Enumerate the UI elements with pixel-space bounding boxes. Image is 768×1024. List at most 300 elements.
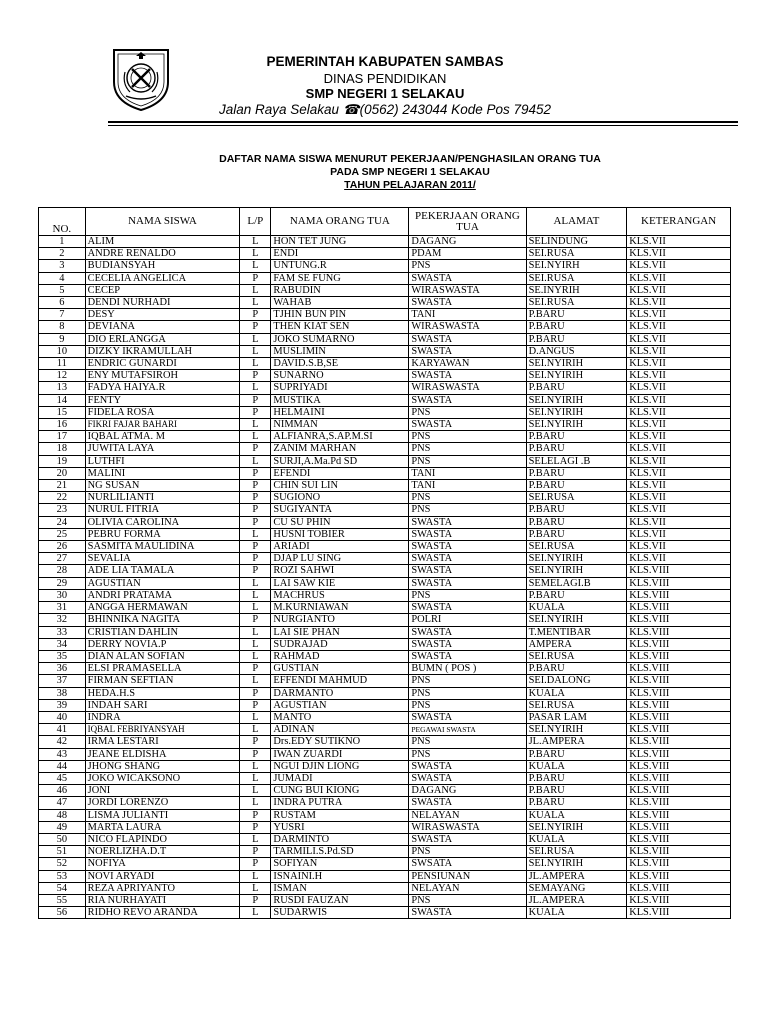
cell-student-name: IRMA LESTARI — [85, 736, 240, 748]
cell-address: D.ANGUS — [526, 345, 627, 357]
cell-parent-name: JOKO SUMARNO — [271, 333, 409, 345]
cell-gender: L — [240, 675, 271, 687]
cell-remarks: KLS.VII — [627, 345, 731, 357]
cell-gender: L — [240, 785, 271, 797]
cell-parent-name: SUNARNO — [271, 370, 409, 382]
cell-student-name: NICO FLAPINDO — [85, 833, 240, 845]
cell-remarks: KLS.VII — [627, 321, 731, 333]
table-row — [39, 394, 731, 406]
cell-student-name: ELSI PRAMASELLA — [85, 663, 240, 675]
cell-address: KUALA — [526, 833, 627, 845]
table-row — [39, 431, 731, 443]
header-gender: L/P — [240, 208, 271, 236]
cell-no: 32 — [39, 614, 86, 626]
cell-student-name: ENDRIC GUNARDI — [85, 358, 240, 370]
cell-gender: P — [240, 516, 271, 528]
table-row — [39, 785, 731, 797]
cell-parent-name: GUSTIAN — [271, 663, 409, 675]
cell-parent-occupation: POLRI — [409, 614, 526, 626]
cell-remarks: KLS.VII — [627, 419, 731, 431]
cell-gender: L — [240, 260, 271, 272]
table-row — [39, 602, 731, 614]
cell-parent-name: Drs.EDY SUTIKNO — [271, 736, 409, 748]
cell-address: P.BARU — [526, 748, 627, 760]
table-row — [39, 443, 731, 455]
table-row — [39, 528, 731, 540]
cell-gender: P — [240, 687, 271, 699]
cell-parent-name: MACHRUS — [271, 589, 409, 601]
cell-student-name: NOFIYA — [85, 858, 240, 870]
cell-student-name: DENDI NURHADI — [85, 297, 240, 309]
cell-student-name: RIDHO REVO ARANDA — [85, 907, 240, 919]
cell-parent-occupation: SWASTA — [409, 907, 526, 919]
cell-parent-name: DJAP LU SING — [271, 553, 409, 565]
cell-student-name: DIZKY IKRAMULLAH — [85, 345, 240, 357]
table-row — [39, 248, 731, 260]
cell-parent-occupation: PNS — [409, 406, 526, 418]
cell-parent-name: SUGIYANTA — [271, 504, 409, 516]
cell-parent-occupation: PNS — [409, 504, 526, 516]
cell-address: SEI.RUSA — [526, 650, 627, 662]
cell-parent-occupation: PEGAWAI SWASTA — [409, 724, 526, 736]
cell-remarks: KLS.VII — [627, 528, 731, 540]
cell-parent-name: DARMINTO — [271, 833, 409, 845]
table-row — [39, 614, 731, 626]
cell-student-name: MARTA LAURA — [85, 821, 240, 833]
cell-student-name: NOERLIZHA.D.T — [85, 846, 240, 858]
cell-parent-occupation: SWASTA — [409, 650, 526, 662]
cell-address: SEI.NYIRIH — [526, 553, 627, 565]
cell-gender: P — [240, 809, 271, 821]
cell-parent-name: RABUDIN — [271, 284, 409, 296]
cell-gender: L — [240, 797, 271, 809]
cell-parent-occupation: PNS — [409, 260, 526, 272]
table-row — [39, 760, 731, 772]
cell-parent-occupation: PNS — [409, 687, 526, 699]
cell-parent-occupation: PNS — [409, 846, 526, 858]
cell-remarks: KLS.VIII — [627, 602, 731, 614]
cell-parent-name: YUSRI — [271, 821, 409, 833]
header-no: NO. — [39, 208, 86, 236]
cell-address: SELELAGI .B — [526, 455, 627, 467]
cell-gender: L — [240, 382, 271, 394]
table-row — [39, 577, 731, 589]
table-row — [39, 882, 731, 894]
cell-parent-occupation: SWASTA — [409, 553, 526, 565]
cell-parent-name: ENDI — [271, 248, 409, 260]
cell-student-name: REZA APRIYANTO — [85, 882, 240, 894]
table-row — [39, 565, 731, 577]
cell-parent-name: NIMMAN — [271, 419, 409, 431]
table-row — [39, 663, 731, 675]
cell-gender: L — [240, 455, 271, 467]
cell-remarks: KLS.VIII — [627, 736, 731, 748]
cell-gender: L — [240, 626, 271, 638]
cell-student-name: ALIM — [85, 236, 240, 248]
cell-no: 9 — [39, 333, 86, 345]
cell-remarks: KLS.VII — [627, 260, 731, 272]
cell-parent-name: HUSNI TOBIER — [271, 528, 409, 540]
cell-parent-name: SUGIONO — [271, 492, 409, 504]
cell-remarks: KLS.VIII — [627, 907, 731, 919]
cell-no: 31 — [39, 602, 86, 614]
cell-no: 15 — [39, 406, 86, 418]
cell-address: SEI.NYIRIH — [526, 724, 627, 736]
academic-year: TAHUN PELAJARAN 2011/ — [344, 179, 476, 191]
table-row — [39, 455, 731, 467]
table-row — [39, 382, 731, 394]
cell-no: 53 — [39, 870, 86, 882]
cell-parent-name: SUPRIYADI — [271, 382, 409, 394]
cell-address: SEI.RUSA — [526, 541, 627, 553]
cell-address: P.BARU — [526, 663, 627, 675]
cell-address: P.BARU — [526, 333, 627, 345]
cell-no: 36 — [39, 663, 86, 675]
cell-gender: L — [240, 248, 271, 260]
header-student-name: NAMA SISWA — [85, 208, 240, 236]
cell-no: 41 — [39, 724, 86, 736]
cell-no: 39 — [39, 699, 86, 711]
cell-gender: L — [240, 577, 271, 589]
cell-parent-name: THEN KIAT SEN — [271, 321, 409, 333]
table-row — [39, 345, 731, 357]
cell-remarks: KLS.VIII — [627, 785, 731, 797]
cell-gender: L — [240, 284, 271, 296]
cell-parent-occupation: TANI — [409, 480, 526, 492]
cell-no: 45 — [39, 772, 86, 784]
cell-parent-occupation: SWASTA — [409, 760, 526, 772]
cell-parent-occupation: NELAYAN — [409, 882, 526, 894]
cell-parent-name: SUDARWIS — [271, 907, 409, 919]
cell-student-name: AGUSTIAN — [85, 577, 240, 589]
cell-no: 5 — [39, 284, 86, 296]
table-row — [39, 370, 731, 382]
cell-no: 51 — [39, 846, 86, 858]
letterhead-address: Jalan Raya Selakau ☎(0562) 243044 Kode Pos 79452 — [218, 102, 552, 117]
cell-remarks: KLS.VIII — [627, 894, 731, 906]
cell-remarks: KLS.VIII — [627, 638, 731, 650]
table-row — [39, 297, 731, 309]
cell-gender: P — [240, 748, 271, 760]
table-row — [39, 870, 731, 882]
cell-parent-name: FAM SE FUNG — [271, 272, 409, 284]
table-row — [39, 699, 731, 711]
cell-no: 20 — [39, 467, 86, 479]
cell-address: P.BARU — [526, 772, 627, 784]
cell-parent-occupation: WIRASWASTA — [409, 284, 526, 296]
cell-address: KUALA — [526, 809, 627, 821]
cell-remarks: KLS.VIII — [627, 675, 731, 687]
cell-address: P.BARU — [526, 382, 627, 394]
cell-gender: P — [240, 467, 271, 479]
table-row — [39, 480, 731, 492]
cell-remarks: KLS.VIII — [627, 833, 731, 845]
table-row — [39, 772, 731, 784]
cell-gender: L — [240, 907, 271, 919]
cell-remarks: KLS.VII — [627, 431, 731, 443]
table-row — [39, 833, 731, 845]
cell-no: 49 — [39, 821, 86, 833]
cell-parent-occupation: KARYAWAN — [409, 358, 526, 370]
cell-no: 28 — [39, 565, 86, 577]
letterhead-department: DINAS PENDIDIKAN — [323, 71, 447, 86]
cell-student-name: IQBAL ATMA. M — [85, 431, 240, 443]
cell-parent-name: MANTO — [271, 711, 409, 723]
cell-no: 52 — [39, 858, 86, 870]
cell-parent-name: RUSTAM — [271, 809, 409, 821]
cell-no: 40 — [39, 711, 86, 723]
cell-address: SEI.RUSA — [526, 272, 627, 284]
cell-no: 1 — [39, 236, 86, 248]
cell-remarks: KLS.VIII — [627, 626, 731, 638]
cell-address: JL.AMPERA — [526, 870, 627, 882]
cell-parent-occupation: SWASTA — [409, 711, 526, 723]
table-row — [39, 333, 731, 345]
cell-student-name: CRISTIAN DAHLIN — [85, 626, 240, 638]
cell-student-name: JONI — [85, 785, 240, 797]
cell-no: 48 — [39, 809, 86, 821]
cell-parent-name: WAHAB — [271, 297, 409, 309]
cell-address: P.BARU — [526, 528, 627, 540]
cell-remarks: KLS.VIII — [627, 846, 731, 858]
cell-no: 23 — [39, 504, 86, 516]
cell-gender: P — [240, 541, 271, 553]
cell-student-name: FENTY — [85, 394, 240, 406]
cell-student-name: JUWITA LAYA — [85, 443, 240, 455]
cell-gender: P — [240, 663, 271, 675]
cell-address: P.BARU — [526, 797, 627, 809]
cell-remarks: KLS.VIII — [627, 711, 731, 723]
cell-no: 37 — [39, 675, 86, 687]
cell-address: SEMELAGI.B — [526, 577, 627, 589]
cell-student-name: ANDRE RENALDO — [85, 248, 240, 260]
table-row — [39, 858, 731, 870]
letterhead — [0, 0, 768, 125]
cell-parent-occupation: TANI — [409, 309, 526, 321]
cell-student-name: DEVIANA — [85, 321, 240, 333]
cell-remarks: KLS.VIII — [627, 699, 731, 711]
cell-student-name: NOVI ARYADI — [85, 870, 240, 882]
cell-gender: L — [240, 760, 271, 772]
document-title: DAFTAR NAMA SISWA MENURUT PEKERJAAN/PENGHASILAN ORANG TUA — [219, 153, 601, 165]
cell-remarks: KLS.VIII — [627, 724, 731, 736]
cell-no: 35 — [39, 650, 86, 662]
cell-remarks: KLS.VII — [627, 467, 731, 479]
cell-no: 4 — [39, 272, 86, 284]
cell-parent-occupation: SWASTA — [409, 541, 526, 553]
cell-remarks: KLS.VII — [627, 272, 731, 284]
table-row — [39, 724, 731, 736]
cell-parent-name: ADINAN — [271, 724, 409, 736]
cell-address: SEI.DALONG — [526, 675, 627, 687]
cell-remarks: KLS.VIII — [627, 760, 731, 772]
cell-student-name: BHINNIKA NAGITA — [85, 614, 240, 626]
cell-gender: P — [240, 492, 271, 504]
cell-parent-name: MUSTIKA — [271, 394, 409, 406]
cell-student-name: FIDELA ROSA — [85, 406, 240, 418]
cell-remarks: KLS.VIII — [627, 797, 731, 809]
cell-remarks: KLS.VII — [627, 443, 731, 455]
cell-gender: P — [240, 394, 271, 406]
cell-remarks: KLS.VIII — [627, 663, 731, 675]
cell-parent-occupation: DAGANG — [409, 785, 526, 797]
cell-remarks: KLS.VII — [627, 394, 731, 406]
cell-remarks: KLS.VIII — [627, 614, 731, 626]
cell-remarks: KLS.VII — [627, 309, 731, 321]
cell-address: P.BARU — [526, 443, 627, 455]
cell-student-name: FIKRI FAJAR BAHARI — [85, 419, 240, 431]
cell-gender: L — [240, 638, 271, 650]
cell-parent-occupation: WIRASWASTA — [409, 821, 526, 833]
header-parent-name: NAMA ORANG TUA — [271, 208, 409, 236]
cell-remarks: KLS.VII — [627, 370, 731, 382]
cell-parent-name: CUNG BUI KIONG — [271, 785, 409, 797]
cell-gender: L — [240, 333, 271, 345]
table-row — [39, 626, 731, 638]
table-row — [39, 589, 731, 601]
cell-student-name: JOKO WICAKSONO — [85, 772, 240, 784]
table-body — [39, 236, 731, 919]
cell-student-name: ENY MUTAFSIROH — [85, 370, 240, 382]
cell-parent-occupation: PNS — [409, 589, 526, 601]
cell-no: 6 — [39, 297, 86, 309]
cell-no: 38 — [39, 687, 86, 699]
cell-student-name: RIA NURHAYATI — [85, 894, 240, 906]
cell-no: 2 — [39, 248, 86, 260]
cell-student-name: NURUL FITRIA — [85, 504, 240, 516]
cell-parent-occupation: SWASTA — [409, 419, 526, 431]
cell-parent-occupation: SWASTA — [409, 638, 526, 650]
cell-gender: P — [240, 894, 271, 906]
cell-address: JL.AMPERA — [526, 736, 627, 748]
table-row — [39, 272, 731, 284]
cell-parent-name: ROZI SAHWI — [271, 565, 409, 577]
cell-gender: P — [240, 480, 271, 492]
cell-address: SEI.NYIRIH — [526, 419, 627, 431]
cell-address: SEI.RUSA — [526, 492, 627, 504]
cell-parent-occupation: SWASTA — [409, 345, 526, 357]
cell-parent-occupation: SWASTA — [409, 394, 526, 406]
cell-gender: L — [240, 882, 271, 894]
cell-student-name: HEDA.H.S — [85, 687, 240, 699]
cell-address: AMPERA — [526, 638, 627, 650]
cell-parent-occupation: TANI — [409, 467, 526, 479]
cell-remarks: KLS.VII — [627, 382, 731, 394]
cell-remarks: KLS.VII — [627, 516, 731, 528]
cell-gender: P — [240, 699, 271, 711]
cell-gender: P — [240, 553, 271, 565]
cell-student-name: JORDI LORENZO — [85, 797, 240, 809]
cell-student-name: INDAH SARI — [85, 699, 240, 711]
cell-parent-name: DARMANTO — [271, 687, 409, 699]
cell-parent-name: IWAN ZUARDI — [271, 748, 409, 760]
letterhead-divider-thin — [108, 125, 738, 126]
cell-gender: L — [240, 870, 271, 882]
cell-address: P.BARU — [526, 516, 627, 528]
cell-address: KUALA — [526, 687, 627, 699]
cell-parent-occupation: PNS — [409, 443, 526, 455]
cell-remarks: KLS.VII — [627, 236, 731, 248]
cell-parent-occupation: SWASTA — [409, 772, 526, 784]
cell-parent-name: SURJI,A.Ma.Pd SD — [271, 455, 409, 467]
table-row — [39, 809, 731, 821]
cell-parent-occupation: PNS — [409, 748, 526, 760]
cell-student-name: JEANE ELDISHA — [85, 748, 240, 760]
cell-gender: L — [240, 358, 271, 370]
cell-parent-name: M.KURNIAWAN — [271, 602, 409, 614]
cell-parent-occupation: WIRASWASTA — [409, 382, 526, 394]
table-row — [39, 516, 731, 528]
cell-student-name: IQBAL FEBRIYANSYAH — [85, 724, 240, 736]
cell-address: SEI.RUSA — [526, 699, 627, 711]
cell-parent-occupation: SWSATA — [409, 858, 526, 870]
cell-no: 10 — [39, 345, 86, 357]
cell-no: 18 — [39, 443, 86, 455]
cell-parent-name: EFENDI — [271, 467, 409, 479]
cell-gender: L — [240, 833, 271, 845]
table-row — [39, 553, 731, 565]
cell-parent-name: EFFENDI MAHMUD — [271, 675, 409, 687]
cell-student-name: CECEP — [85, 284, 240, 296]
cell-no: 7 — [39, 309, 86, 321]
table-row — [39, 260, 731, 272]
cell-parent-occupation: PNS — [409, 492, 526, 504]
cell-parent-name: HELMAINI — [271, 406, 409, 418]
cell-parent-name: HON TET JUNG — [271, 236, 409, 248]
cell-gender: P — [240, 736, 271, 748]
student-table — [38, 207, 731, 919]
header-address: ALAMAT — [526, 208, 627, 236]
table-row — [39, 406, 731, 418]
cell-parent-occupation: SWASTA — [409, 602, 526, 614]
cell-remarks: KLS.VII — [627, 248, 731, 260]
cell-remarks: KLS.VIII — [627, 589, 731, 601]
cell-gender: L — [240, 297, 271, 309]
cell-remarks: KLS.VIII — [627, 809, 731, 821]
table-row — [39, 358, 731, 370]
cell-remarks: KLS.VII — [627, 553, 731, 565]
cell-parent-occupation: SWASTA — [409, 297, 526, 309]
table-row — [39, 687, 731, 699]
table-row — [39, 675, 731, 687]
cell-no: 3 — [39, 260, 86, 272]
cell-remarks: KLS.VII — [627, 406, 731, 418]
cell-gender: L — [240, 724, 271, 736]
cell-student-name: DESY — [85, 309, 240, 321]
cell-address: P.BARU — [526, 589, 627, 601]
cell-parent-name: LAI SIE PHAN — [271, 626, 409, 638]
cell-no: 19 — [39, 455, 86, 467]
cell-student-name: DIO ERLANGGA — [85, 333, 240, 345]
cell-no: 27 — [39, 553, 86, 565]
cell-parent-occupation: SWASTA — [409, 528, 526, 540]
cell-parent-name: AGUSTIAN — [271, 699, 409, 711]
table-row — [39, 846, 731, 858]
cell-address: SEMAYANG — [526, 882, 627, 894]
cell-address: KUALA — [526, 760, 627, 772]
cell-no: 25 — [39, 528, 86, 540]
letterhead-divider — [108, 121, 738, 123]
cell-parent-name: RUSDI FAUZAN — [271, 894, 409, 906]
cell-no: 44 — [39, 760, 86, 772]
cell-parent-name: SUDRAJAD — [271, 638, 409, 650]
cell-remarks: KLS.VIII — [627, 772, 731, 784]
cell-no: 42 — [39, 736, 86, 748]
cell-remarks: KLS.VIII — [627, 687, 731, 699]
cell-no: 26 — [39, 541, 86, 553]
table-row — [39, 467, 731, 479]
cell-gender: P — [240, 504, 271, 516]
